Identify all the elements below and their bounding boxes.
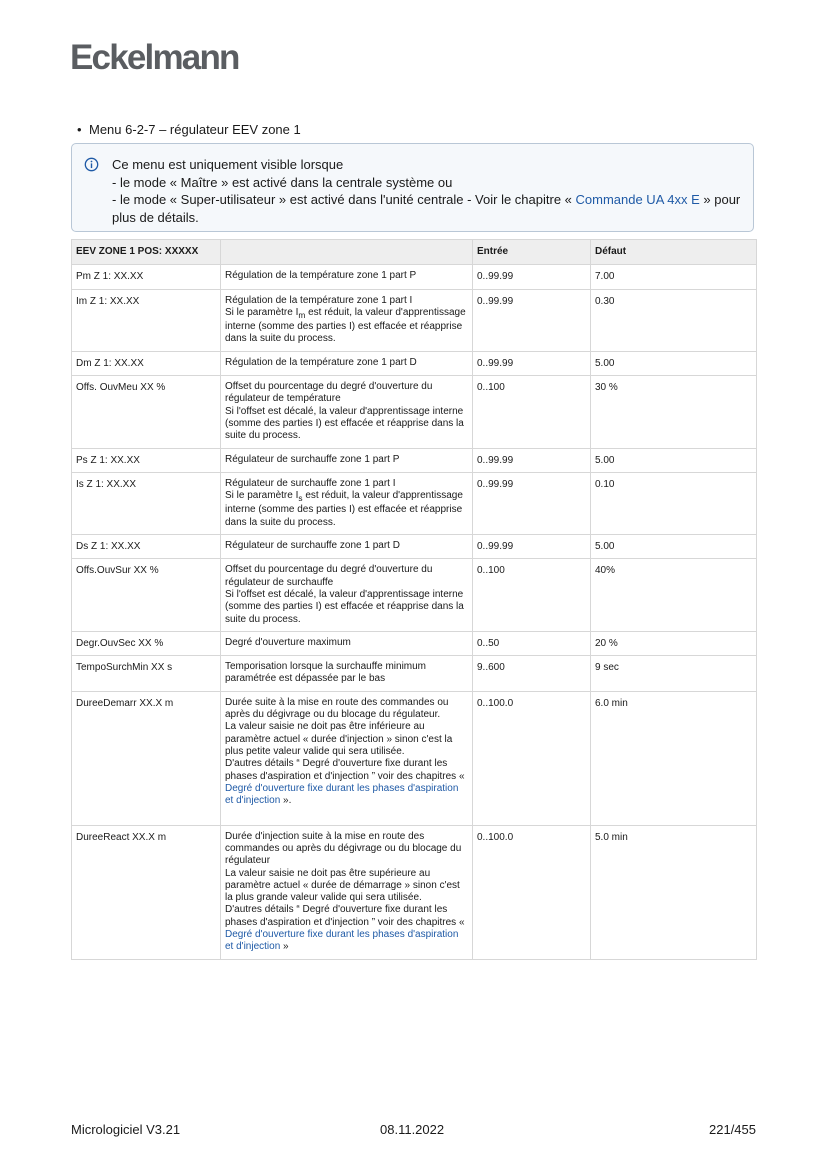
table-row — [72, 825, 757, 959]
commande-ua-link[interactable]: Commande UA 4xx E — [575, 192, 700, 207]
header-defaut: Défaut — [591, 240, 757, 265]
desc-part: Si l'offset est décalé, la valeur d'apprentissage interne (somme des parties I) est effacée et réapprise dans la suite du process. — [225, 588, 464, 625]
param-name: Offs. OuvMeu XX % — [72, 376, 221, 448]
desc-part: Si le paramètre I — [225, 490, 299, 502]
param-description — [221, 559, 473, 631]
param-range: 0..100.0 — [473, 825, 591, 959]
param-range: 0..100 — [473, 376, 591, 448]
info-note — [71, 143, 754, 232]
info-icon — [84, 157, 99, 172]
param-name: Is Z 1: XX.XX — [72, 472, 221, 534]
param-description — [221, 376, 473, 448]
note-line-2: - le mode « Maître » est activé dans la centrale système ou — [112, 174, 453, 190]
param-description: Régulation de la température zone 1 part D — [221, 351, 473, 375]
param-default: 6.0 min — [591, 691, 757, 825]
parameter-table — [71, 239, 757, 960]
param-range: 0..100 — [473, 559, 591, 631]
desc-part: La valeur saisie ne doit pas être supérieure au paramètre actuel « durée de démarrage » sinon c'est la plus grande valeur valide qui sera utilisée. — [225, 867, 460, 904]
footer-date: 08.11.2022 — [380, 1122, 445, 1137]
param-range: 9..600 — [473, 656, 591, 692]
desc-part: Offset du pourcentage du degré d'ouverture du régulateur de température — [225, 381, 433, 405]
desc-part: D'autres détails “ Degré d'ouverture fixe durant les phases d'aspiration et d'injection ” voir des chapitres « — [225, 758, 465, 782]
param-name: Ds Z 1: XX.XX — [72, 535, 221, 559]
param-description — [221, 825, 473, 959]
table-row — [72, 376, 757, 448]
desc-subscript: s — [298, 493, 303, 504]
note-line-3-pre: - le mode « Super-utilisateur » est activé dans l'unité centrale - Voir le chapitre « — [112, 192, 576, 207]
param-default: 5.00 — [591, 448, 757, 472]
desc-part: Si l'offset est décalé, la valeur d'apprentissage interne (somme des parties I) est effacée et réapprise dans la suite du process. — [225, 405, 464, 442]
param-default: 40% — [591, 559, 757, 631]
degre-ouverture-link[interactable]: Degré d'ouverture fixe durant les phases d'aspiration et d'injection — [225, 929, 459, 953]
table-row — [72, 535, 757, 559]
param-description: Régulateur de surchauffe zone 1 part P — [221, 448, 473, 472]
param-description — [221, 691, 473, 825]
note-text — [112, 156, 742, 226]
header-entree: Entrée — [473, 240, 591, 265]
param-description — [221, 289, 473, 351]
param-name: Ps Z 1: XX.XX — [72, 448, 221, 472]
desc-part: Si le paramètre I — [225, 306, 299, 318]
desc-part: Offset du pourcentage du degré d'ouverture du régulateur de surchauffe — [225, 564, 433, 588]
param-name: Offs.OuvSur XX % — [72, 559, 221, 631]
table-header-row — [72, 240, 757, 265]
param-name: DureeReact XX.X m — [72, 825, 221, 959]
param-default: 30 % — [591, 376, 757, 448]
param-default: 0.30 — [591, 289, 757, 351]
param-range: 0..99.99 — [473, 472, 591, 534]
param-range: 0..100.0 — [473, 691, 591, 825]
desc-part: ». — [280, 795, 292, 807]
table-row — [72, 472, 757, 534]
table-row — [72, 289, 757, 351]
note-line-3-post: » pour plus de détails. — [112, 192, 741, 225]
param-name: TempoSurchMin XX s — [72, 656, 221, 692]
table-row — [72, 559, 757, 631]
table-row — [72, 691, 757, 825]
param-default: 5.0 min — [591, 825, 757, 959]
param-default: 9 sec — [591, 656, 757, 692]
param-range: 0..50 — [473, 631, 591, 655]
param-description: Temporisation lorsque la surchauffe minimum paramétrée est dépassée par le bas — [221, 656, 473, 692]
param-default: 7.00 — [591, 265, 757, 289]
param-default: 20 % — [591, 631, 757, 655]
desc-part: est réduit, la valeur d'apprentissage interne (somme des parties I) est effacée et réapprise dans la suite du process. — [225, 306, 466, 345]
desc-part: Régulateur de surchauffe zone 1 part I — [225, 477, 396, 489]
param-default: 0.10 — [591, 472, 757, 534]
table-row — [72, 265, 757, 289]
menu-bullet — [77, 122, 301, 137]
param-range: 0..99.99 — [473, 535, 591, 559]
param-range: 0..99.99 — [473, 265, 591, 289]
desc-part: Régulation de la température zone 1 part I — [225, 294, 413, 306]
note-line-1: Ce menu est uniquement visible lorsque — [112, 157, 344, 172]
param-range: 0..99.99 — [473, 289, 591, 351]
degre-ouverture-link[interactable]: Degré d'ouverture fixe durant les phases d'aspiration et d'injection — [225, 782, 459, 807]
param-range: 0..99.99 — [473, 448, 591, 472]
table-row — [72, 448, 757, 472]
param-range: 0..99.99 — [473, 351, 591, 375]
param-name: Degr.OuvSec XX % — [72, 631, 221, 655]
param-name: Pm Z 1: XX.XX — [72, 265, 221, 289]
param-name: Im Z 1: XX.XX — [72, 289, 221, 351]
desc-part: Durée suite à la mise en route des commandes ou après du dégivrage ou du blocage du régulateur. — [225, 696, 449, 721]
eckelmann-logo: Eckelmann — [70, 38, 239, 77]
desc-part: Durée d'injection suite à la mise en route des commandes ou après du dégivrage ou du blocage du régulateur — [225, 830, 462, 867]
footer-page-number: 221/455 — [709, 1122, 756, 1137]
menu-title: Menu 6-2-7 – régulateur EEV zone 1 — [89, 122, 301, 137]
param-description — [221, 472, 473, 534]
param-default: 5.00 — [591, 351, 757, 375]
desc-part: est réduit, la valeur d'apprentissage interne (somme des parties I) est effacée et réapprise dans la suite du process. — [225, 490, 463, 528]
table-row — [72, 351, 757, 375]
bullet-dot-icon: • — [77, 122, 82, 137]
table-row — [72, 656, 757, 692]
desc-part: » — [280, 941, 289, 953]
desc-subscript: m — [298, 309, 306, 320]
desc-part: D'autres détails “ Degré d'ouverture fixe durant les phases d'aspiration et d'injection ” voir des chapitres « — [225, 904, 465, 928]
desc-part: La valeur saisie ne doit pas être inférieure au paramètre actuel « durée d'injection » sinon c'est la plus petite valeur valide qui sera utilisée. — [225, 721, 453, 757]
header-description — [221, 240, 473, 265]
param-description: Régulation de la température zone 1 part P — [221, 265, 473, 289]
param-name: Dm Z 1: XX.XX — [72, 351, 221, 375]
param-name: DureeDemarr XX.X m — [72, 691, 221, 825]
footer-firmware-version: Micrologiciel V3.21 — [71, 1122, 181, 1137]
note-line-3 — [112, 191, 742, 226]
table-row — [72, 631, 757, 655]
param-description: Degré d'ouverture maximum — [221, 631, 473, 655]
param-description: Régulateur de surchauffe zone 1 part D — [221, 535, 473, 559]
header-parameter: EEV ZONE 1 POS: XXXXX — [72, 240, 221, 265]
param-default: 5.00 — [591, 535, 757, 559]
